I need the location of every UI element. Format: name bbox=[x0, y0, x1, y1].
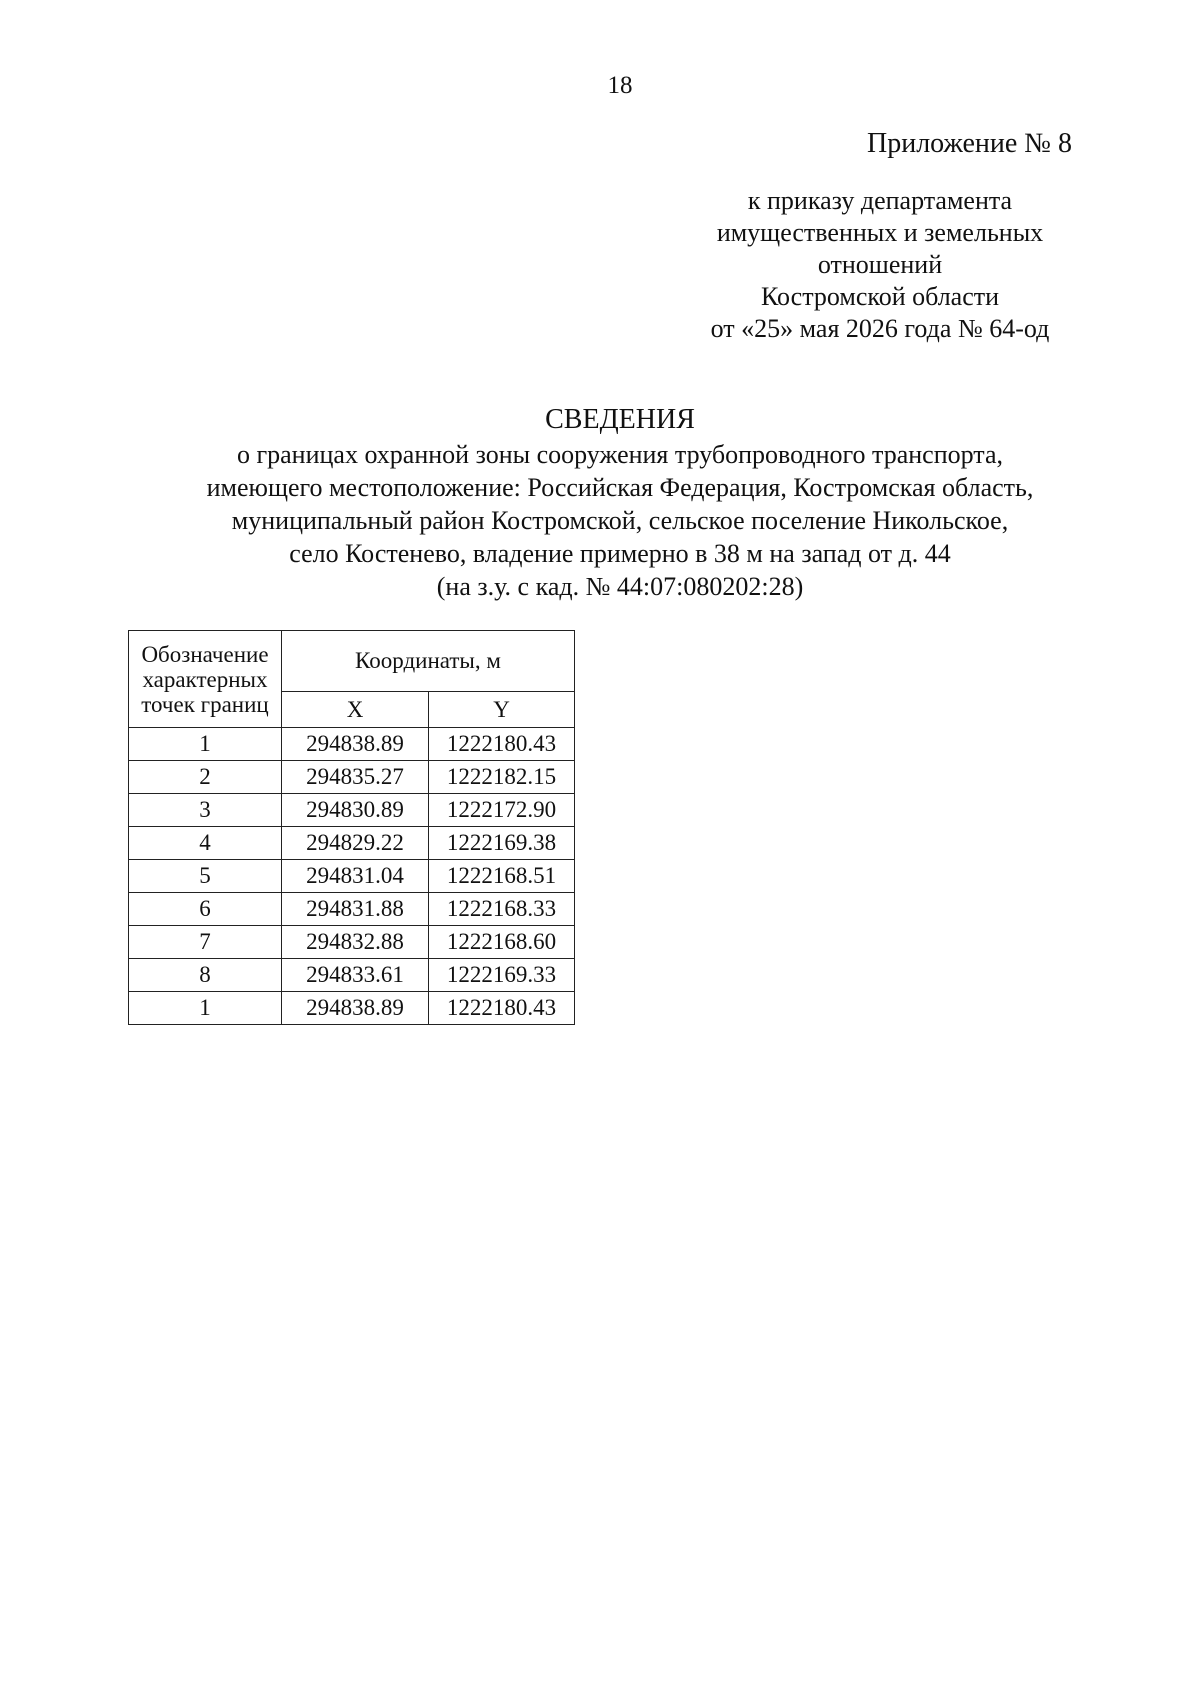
y-cell: 1222168.51 bbox=[429, 860, 575, 893]
point-cell: 7 bbox=[129, 926, 282, 959]
point-header-line: Обозначение bbox=[141, 641, 269, 667]
document-subtitle-line: о границах охранной зоны сооружения трубопроводного транспорта, bbox=[236, 440, 1004, 469]
table-row bbox=[129, 794, 575, 827]
y-cell: 1222169.38 bbox=[429, 827, 575, 860]
x-cell: 294838.89 bbox=[282, 728, 429, 761]
coordinates-table bbox=[128, 630, 575, 1025]
document-subtitle-line: имеющего местоположение: Российская Федерация, Костромская область, bbox=[206, 473, 1034, 502]
point-cell: 4 bbox=[129, 827, 282, 860]
x-cell: 294830.89 bbox=[282, 794, 429, 827]
table-row bbox=[129, 860, 575, 893]
y-cell: 1222168.33 bbox=[429, 893, 575, 926]
table-row bbox=[129, 959, 575, 992]
y-cell: 1222182.15 bbox=[429, 761, 575, 794]
y-cell: 1222172.90 bbox=[429, 794, 575, 827]
decree-ref-line: к приказу департамента bbox=[747, 186, 1013, 215]
decree-reference bbox=[600, 185, 1160, 345]
x-cell: 294831.04 bbox=[282, 860, 429, 893]
y-column-header: Y bbox=[429, 692, 575, 728]
table-row bbox=[129, 827, 575, 860]
point-cell: 5 bbox=[129, 860, 282, 893]
point-cell: 8 bbox=[129, 959, 282, 992]
point-header-line: точек границ bbox=[141, 691, 269, 717]
table-row bbox=[129, 992, 575, 1025]
point-cell: 1 bbox=[129, 992, 282, 1025]
x-cell: 294835.27 bbox=[282, 761, 429, 794]
x-cell: 294831.88 bbox=[282, 893, 429, 926]
table-row bbox=[129, 893, 575, 926]
document-subtitle-line: (на з.у. с кад. № 44:07:080202:28) bbox=[436, 572, 804, 601]
table-row bbox=[129, 728, 575, 761]
point-header-line: характерных bbox=[142, 666, 268, 692]
y-cell: 1222168.60 bbox=[429, 926, 575, 959]
point-cell: 1 bbox=[129, 728, 282, 761]
x-cell: 294838.89 bbox=[282, 992, 429, 1025]
y-cell: 1222169.33 bbox=[429, 959, 575, 992]
page-number: 18 bbox=[607, 72, 633, 99]
point-cell: 2 bbox=[129, 761, 282, 794]
decree-ref-line: имущественных и земельных bbox=[716, 218, 1044, 247]
y-cell: 1222180.43 bbox=[429, 728, 575, 761]
table-row bbox=[129, 926, 575, 959]
point-cell: 6 bbox=[129, 893, 282, 926]
table-row bbox=[129, 761, 575, 794]
point-column-header bbox=[129, 631, 282, 728]
appendix-title: Приложение № 8 bbox=[867, 128, 1072, 159]
x-cell: 294833.61 bbox=[282, 959, 429, 992]
x-cell: 294829.22 bbox=[282, 827, 429, 860]
decree-ref-line: от «25» мая 2026 года № 64-од bbox=[710, 314, 1050, 343]
document-title-block bbox=[0, 402, 1200, 603]
document-subtitle-line: село Костенево, владение примерно в 38 м на запад от д. 44 bbox=[289, 539, 951, 568]
document-subtitle-line: муниципальный район Костромской, сельское поселение Никольское, bbox=[231, 506, 1009, 535]
x-column-header: X bbox=[282, 692, 429, 728]
document-title: СВЕДЕНИЯ bbox=[545, 404, 695, 435]
point-cell: 3 bbox=[129, 794, 282, 827]
decree-ref-line: отношений bbox=[817, 250, 943, 279]
coordinates-header: Координаты, м bbox=[282, 631, 575, 692]
y-cell: 1222180.43 bbox=[429, 992, 575, 1025]
decree-ref-line: Костромской области bbox=[760, 282, 1000, 311]
x-cell: 294832.88 bbox=[282, 926, 429, 959]
